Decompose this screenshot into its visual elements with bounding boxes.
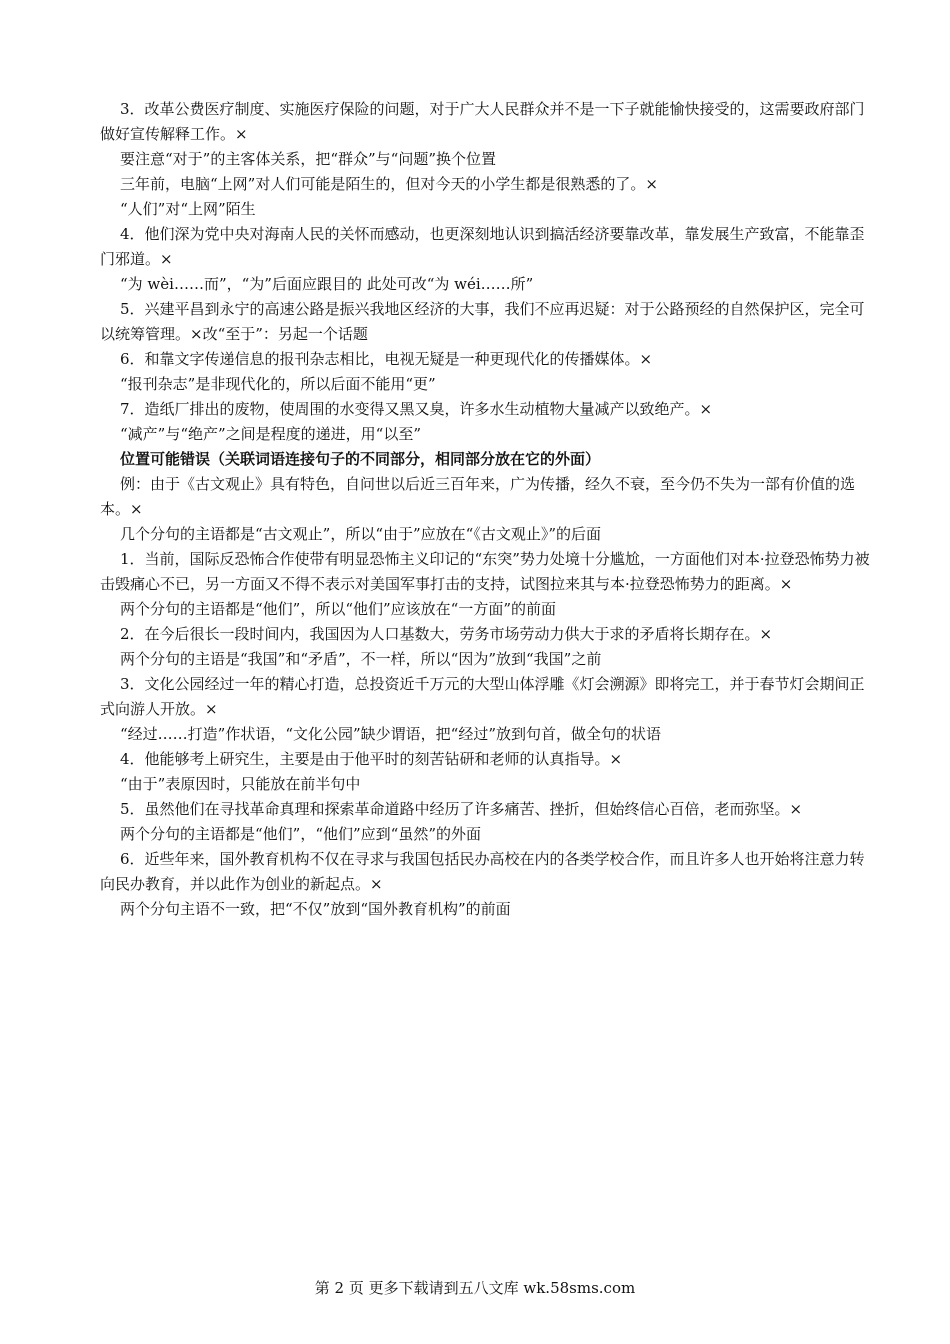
paragraph: 三年前，电脑“上网”对人们可能是陌生的，但对今天的小学生都是很熟悉的了。× [120,175,658,193]
paragraph: 6．近些年来，国外教育机构不仅在寻求与我国包括民办高校在内的各类学校合作，而且许多人也开始将注意力转向民办教育，并以此作为创业的新起点。× [100,850,865,893]
paragraph: “经过……打造”作状语，“文化公园”缺少谓语，把“经过”放到句首，做全句的状语 [120,725,662,743]
paragraph: 两个分句的主语都是“他们”，“他们”应到“虽然”的外面 [120,825,482,843]
paragraph: 3．改革公费医疗制度、实施医疗保险的问题，对于广大人民群众并不是一下子就能愉快接受的，这需要政府部门做好宣传解释工作。× [100,100,865,143]
paragraph: 两个分句的主语都是“他们”，所以“他们”应该放在“一方面”的前面 [120,600,557,618]
paragraph: 4．他能够考上研究生，主要是由于他平时的刻苦钻研和老师的认真指导。× [120,750,623,768]
paragraph: 6．和靠文字传递信息的报刊杂志相比，电视无疑是一种更现代化的传播媒体。× [120,350,653,368]
page-footer: 第 2 页 更多下载请到五八文库 wk.58sms.com [314,1279,636,1297]
paragraph: 几个分句的主语都是“古文观止”，所以“由于”应放在“《古文观止》”的后面 [120,525,602,543]
paragraph: 两个分句的主语是“我国”和“矛盾”，不一样，所以“因为”放到“我国”之前 [120,650,602,668]
paragraph: 4．他们深为党中央对海南人民的关怀而感动，也更深刻地认识到搞活经济要靠改革，靠发展生产致富，不能靠歪门邪道。× [100,225,865,268]
paragraph: “人们”对“上网”陌生 [120,200,256,218]
paragraph: 3．文化公园经过一年的精心打造，总投资近千万元的大型山体浮雕《灯会溯源》即将完工，并于春节灯会期间正式向游人开放。× [100,675,865,718]
paragraph: 5．兴建平昌到永宁的高速公路是振兴我地区经济的大事，我们不应再迟疑：对于公路预经的自然保护区，完全可以统筹管理。×改“至于”：另起一个话题 [100,300,865,343]
paragraph: “为 wèi……而”，“为”后面应跟目的 此处可改“为 wéi……所” [120,275,534,293]
paragraph: 5．虽然他们在寻找革命真理和探索革命道路中经历了许多痛苦、挫折，但始终信心百倍，老而弥坚。× [120,800,803,818]
paragraph: 1．当前，国际反恐怖合作使带有明显恐怖主义印记的“东突”势力处境十分尴尬，一方面他们对本·拉登恐怖势力被击毁痛心不已，另一方面又不得不表示对美国军事打击的支持，试图拉来其与本·拉登恐怖势力的距离。× [100,550,870,593]
paragraph: 2．在今后很长一段时间内，我国因为人口基数大，劳务市场劳动力供大于求的矛盾将长期存在。× [120,625,773,643]
paragraph: “由于”表原因时，只能放在前半句中 [120,775,361,793]
document-body [100,97,870,922]
paragraph: “减产”与“绝产”之间是程度的递进，用“以至” [120,425,422,443]
paragraph: 两个分句主语不一致，把“不仅”放到“国外教育机构”的前面 [120,900,511,918]
paragraph: 7．造纸厂排出的废物，使周围的水变得又黑又臭，许多水生动植物大量减产以致绝产。× [120,400,713,418]
paragraph: 例：由于《古文观止》具有特色，自问世以后近三百年来，广为传播，经久不衰，至今仍不失为一部有价值的选本。× [100,475,856,518]
section-heading: 位置可能错误（关联词语连接句子的不同部分，相同部分放在它的外面） [120,450,601,468]
paragraph: 要注意“对于”的主客体关系，把“群众”与“问题”换个位置 [120,150,497,168]
paragraph: “报刊杂志”是非现代化的，所以后面不能用“更” [120,375,436,393]
